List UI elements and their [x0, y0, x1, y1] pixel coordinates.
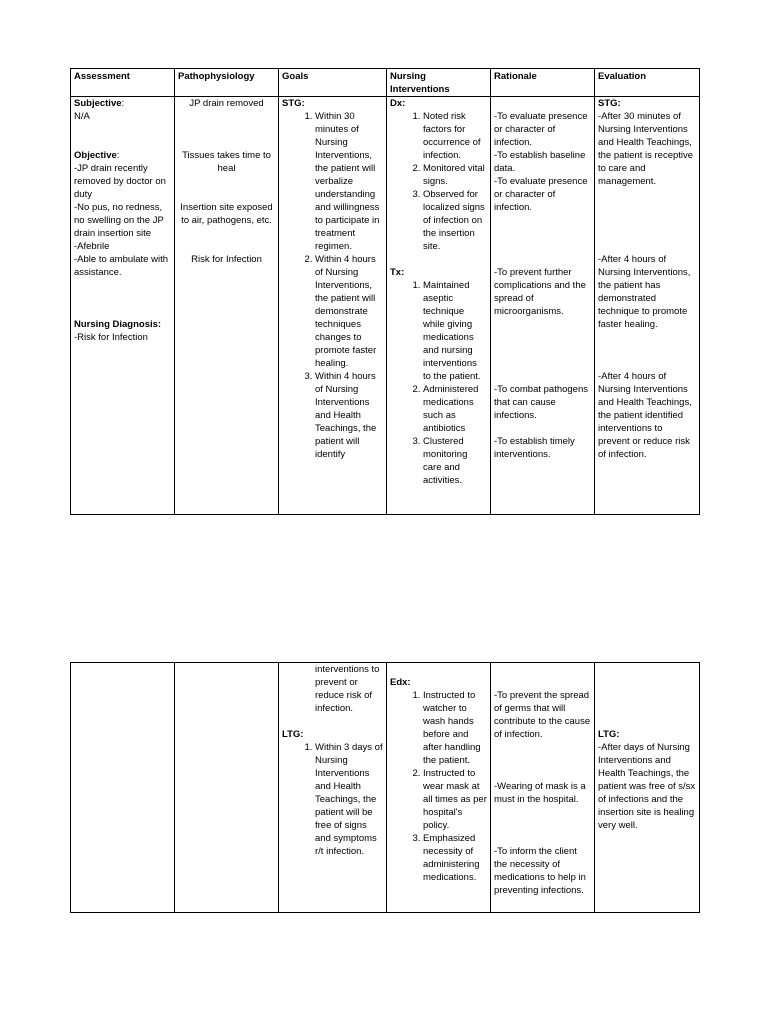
patho-step: Tissues takes time to heal [182, 150, 271, 174]
evaluation-block: -After 4 hours of Nursing Interventions and Health Teachings, the patient identified interventions to prevent or reduce risk of infection. [598, 371, 692, 460]
rationale-block: -To prevent further complications and the spread of microorganisms. [494, 267, 586, 317]
objective-colon: : [116, 150, 120, 161]
evaluation-cell [595, 97, 700, 515]
goals-cell [279, 663, 387, 913]
care-plan-table [70, 68, 700, 515]
care-plan-continuation-table [70, 662, 700, 913]
dx-list [390, 110, 487, 253]
rationale-cell [491, 97, 595, 515]
header-assessment: Assessment [71, 69, 175, 97]
subjective-colon: : [121, 98, 125, 109]
intervention-item: 2. Administered medications such as antibiotics [423, 383, 487, 435]
intervention-item: 3. Emphasized necessity of administering medications. [423, 832, 487, 884]
edx-list [390, 689, 487, 884]
goal-item: 1. Within 30 minutes of Nursing Interventions, the patient will verbalize understanding and willingness to participate in treatment regimen. [315, 110, 383, 253]
evaluation-ltg-label: LTG: [598, 729, 620, 740]
patho-step: JP drain removed [189, 98, 264, 109]
header-pathophysiology: Pathophysiology [175, 69, 279, 97]
goals-cell [279, 97, 387, 515]
interventions-cell [387, 663, 491, 913]
evaluation-block: -After days of Nursing Interventions and Health Teachings, the patient was free of s/sx of infections and the insertion site is healing very well. [598, 742, 696, 831]
intervention-item: 1. Instructed to watcher to wash hands before and after handling the patient. [423, 689, 487, 767]
rationale-block: -To inform the client the necessity of medications to help in preventing infections. [494, 846, 586, 896]
objective-item: -No pus, no redness, no swelling on the JP drain insertion site [74, 202, 164, 239]
pathophysiology-cell-empty [175, 663, 279, 913]
rationale-block: -To combat pathogens that can cause infections. [494, 384, 589, 421]
header-evaluation: Evaluation [595, 69, 700, 97]
stg-goals-list [282, 110, 383, 461]
evaluation-block: -After 4 hours of Nursing Interventions, the patient has demonstrated technique to promote faster healing. [598, 254, 691, 330]
rationale-block: -Wearing of mask is a must in the hospital. [494, 781, 586, 805]
intervention-item: 3. Observed for localized signs of infection on the insertion site. [423, 188, 487, 253]
evaluation-block: -After 30 minutes of Nursing Interventions and Health Teachings, the patient is receptive to care and management. [598, 111, 694, 187]
patho-step: Insertion site exposed to air, pathogens, etc. [180, 202, 273, 226]
evaluation-stg-label: STG: [598, 98, 621, 109]
objective-item: -Afebrile [74, 241, 110, 252]
nursing-diagnosis-value: -Risk for Infection [74, 332, 148, 343]
ltg-goals-list [282, 741, 383, 858]
intervention-item: 1. Noted risk factors for occurrence of infection. [423, 110, 487, 162]
tx-label: Tx: [390, 267, 405, 278]
nursing-diagnosis-label: Nursing Diagnosis: [74, 319, 162, 330]
interventions-cell [387, 97, 491, 515]
goal-continuation: interventions to prevent or reduce risk of infection. [315, 664, 380, 714]
rationale-block: -To establish timely interventions. [494, 436, 575, 460]
objective-item: -JP drain recently removed by doctor on duty [74, 163, 166, 200]
objective-section [74, 149, 171, 162]
table-row [71, 663, 700, 913]
subjective-value: N/A [74, 111, 90, 122]
header-nursing-interventions: Nursing Interventions [387, 69, 491, 97]
objective-item: -Able to ambulate with assistance. [74, 254, 168, 278]
edx-label: Edx: [390, 677, 411, 688]
intervention-item: 3. Clustered monitoring care and activities. [423, 435, 487, 487]
rationale-block: -To evaluate presence or character of infection. -To establish baseline data. -To evaluate presence or character of infection. [494, 111, 588, 213]
header-goals: Goals [279, 69, 387, 97]
rationale-cell [491, 663, 595, 913]
intervention-item: 1. Maintained aseptic technique while giving medications and nursing interventions to the patient. [423, 279, 487, 383]
pathophysiology-cell [175, 97, 279, 515]
intervention-item: 2. Instructed to wear mask at all times as per hospital's policy. [423, 767, 487, 832]
evaluation-cell [595, 663, 700, 913]
subjective-label: Subjective [74, 98, 122, 109]
header-rationale: Rationale [491, 69, 595, 97]
table-row [71, 97, 700, 515]
header-row [71, 69, 700, 97]
assessment-cell [71, 97, 175, 515]
intervention-item: 2. Monitored vital signs. [423, 162, 487, 188]
goal-item: 3. Within 4 hours of Nursing Interventions and Health Teachings, the patient will identify [315, 370, 383, 461]
objective-label: Objective [74, 150, 117, 161]
goal-item: 1. Within 3 days of Nursing Interventions and Health Teachings, the patient will be free of signs and symptoms r/t infection. [315, 741, 383, 858]
assessment-cell-empty [71, 663, 175, 913]
stg-label: STG: [282, 98, 305, 109]
patho-step: Risk for Infection [191, 254, 262, 265]
subjective-section [74, 97, 171, 110]
ltg-label: LTG: [282, 729, 304, 740]
rationale-block: -To prevent the spread of germs that will contribute to the cause of infection. [494, 690, 591, 740]
tx-list [390, 279, 487, 487]
dx-label: Dx: [390, 98, 406, 109]
goal-item: 2. Within 4 hours of Nursing Interventions, the patient will demonstrate techniques changes to promote faster healing. [315, 253, 383, 370]
